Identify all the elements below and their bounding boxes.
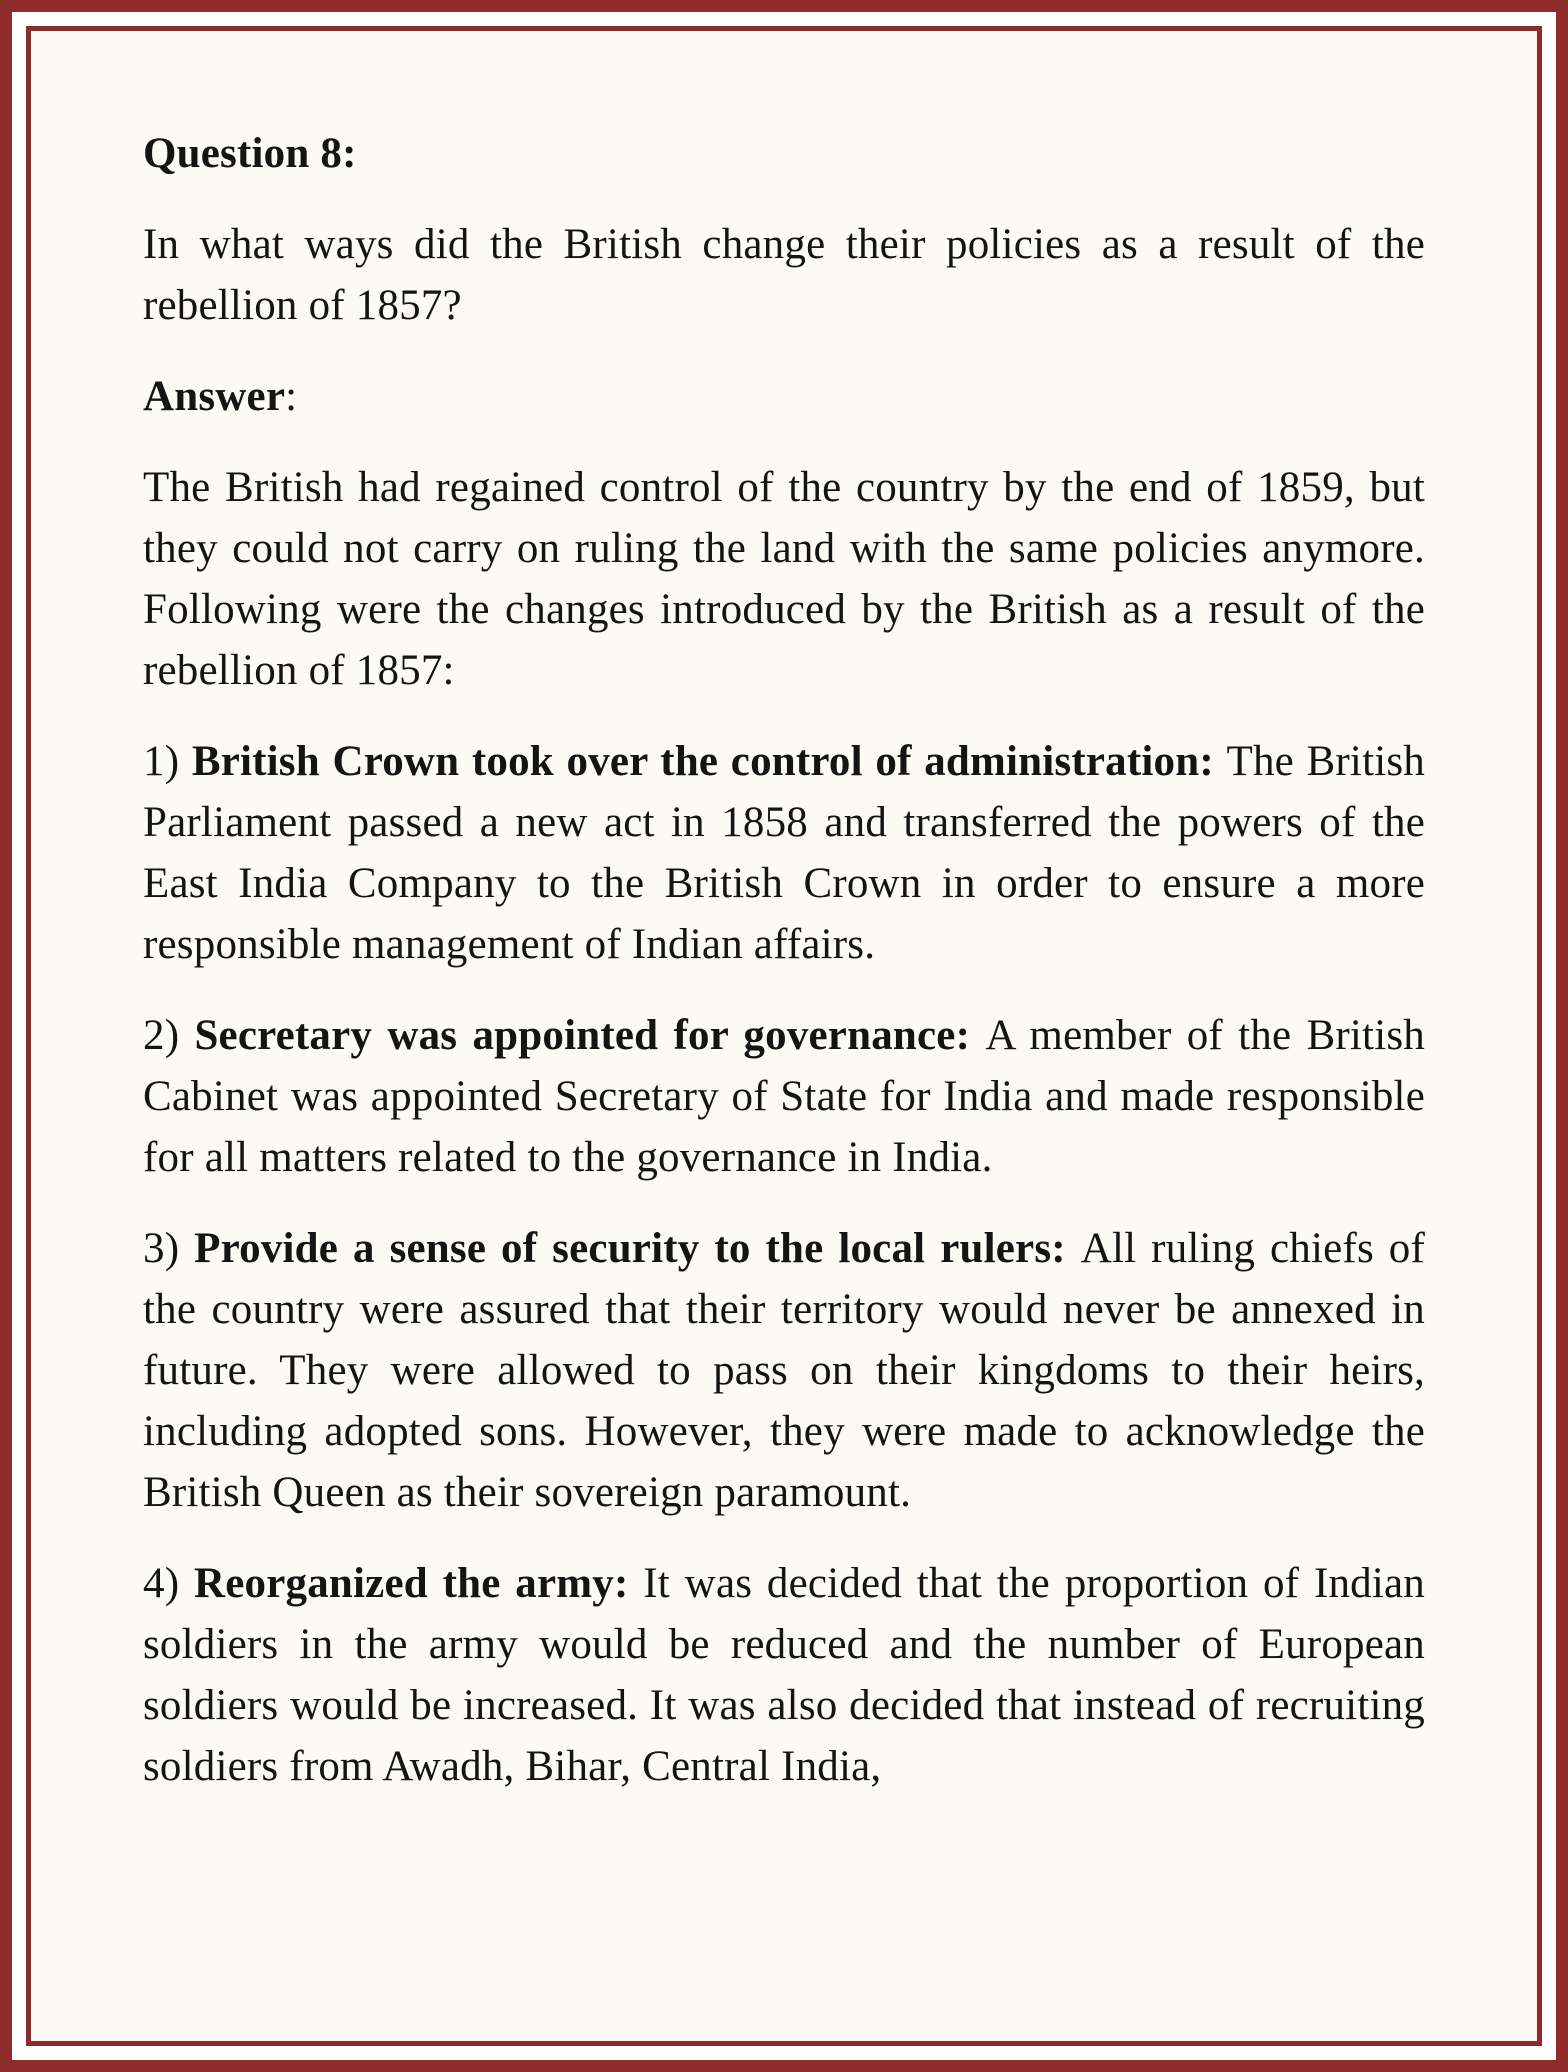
body-text: A member of the British Cabinet was appointed Secretary of State for India and made responsible for all matters related to the governance in India.: [143, 1012, 1425, 1181]
body-text: :: [285, 373, 298, 420]
body-text: 1): [143, 738, 192, 785]
paragraph: [143, 457, 1425, 701]
paragraph: [143, 731, 1425, 975]
paragraph: [143, 366, 1425, 427]
body-text: 3): [143, 1225, 195, 1272]
body-text: All ruling chiefs of the country were assured that their territory would never be annexed in future. They were allowed to pass on their kingdoms to their heirs, including adopted sons. However, they were made to acknowledge the British Queen as their sovereign paramount.: [143, 1225, 1426, 1516]
document-content: [31, 31, 1537, 2041]
body-text: 2): [143, 1012, 195, 1059]
body-text: The British had regained control of the country by the end of 1859, but they could not carry on ruling the land with the same policies anymore. Following were the changes introduced by the British as a result of the rebellion of 1857:: [143, 464, 1425, 694]
bold-text: British Crown took over the control of administration:: [191, 738, 1227, 785]
bold-text: Reorganized the army:: [193, 1560, 644, 1607]
paragraph: [143, 1005, 1425, 1188]
body-text: In what ways did the British change their policies as a result of the rebellion of 1857?: [143, 221, 1425, 329]
body-text: It was decided that the proportion of Indian soldiers in the army would be reduced and the number of European soldiers would be increased. It was also decided that instead of recruiting soldiers from Awadh, Bihar, Central India,: [143, 1560, 1425, 1790]
bold-text: Answer: [143, 373, 286, 420]
paragraph: [143, 1553, 1425, 1797]
paragraph: [143, 214, 1425, 336]
paragraph: [143, 123, 1425, 184]
page: [26, 26, 1542, 2046]
bold-text: Question 8:: [143, 130, 357, 177]
body-text: 4): [143, 1560, 194, 1607]
bold-text: Provide a sense of security to the local rulers:: [194, 1225, 1081, 1272]
body-text: The British Parliament passed a new act in 1858 and transferred the powers of the East India Company to the British Crown in order to ensure a more responsible management of Indian affairs.: [143, 738, 1426, 968]
paragraph: [143, 1218, 1425, 1523]
bold-text: Secretary was appointed for governance:: [194, 1012, 986, 1059]
